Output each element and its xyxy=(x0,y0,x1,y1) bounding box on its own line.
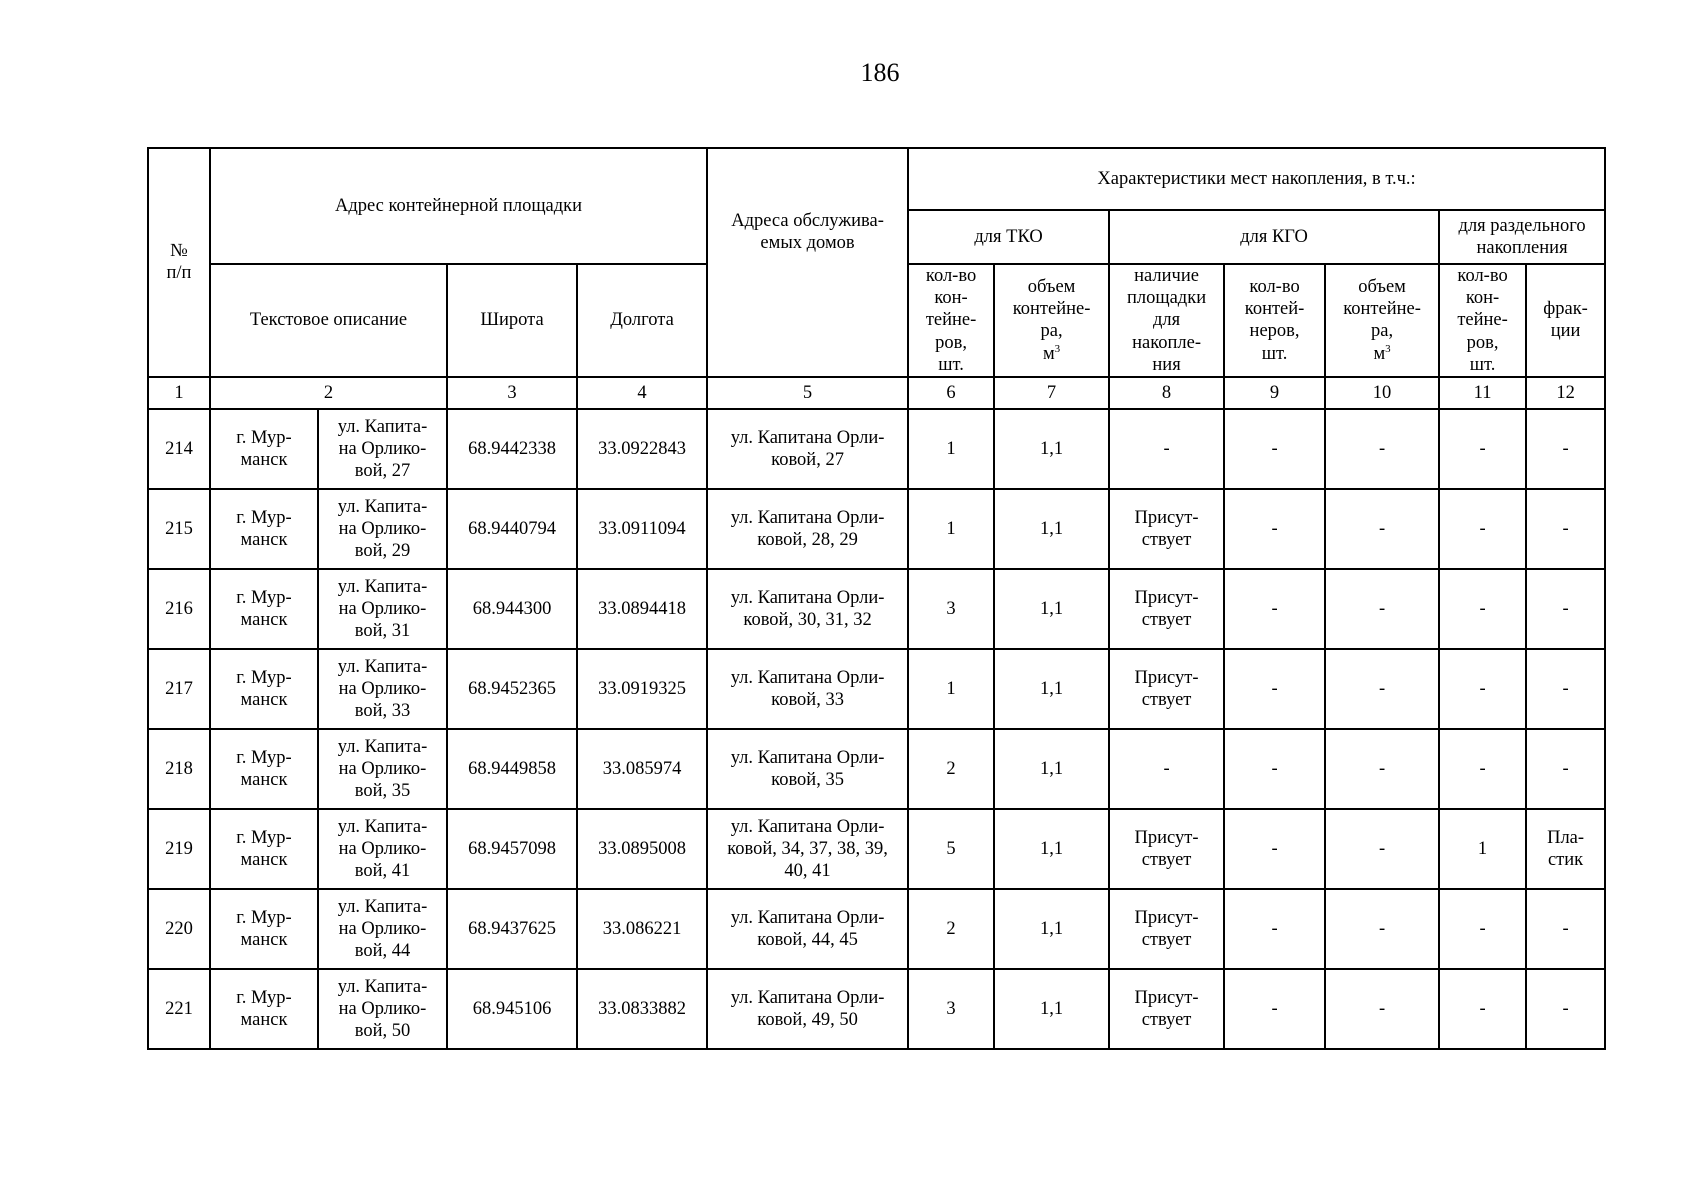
cell-houses: ул. Капитана Орли- ковой, 30, 31, 32 xyxy=(707,569,908,649)
column-number: 10 xyxy=(1325,377,1439,409)
cell-kgo-volume: - xyxy=(1325,969,1439,1049)
cell-separate-fraction: Пла- стик xyxy=(1526,809,1605,889)
cell-tko-volume: 1,1 xyxy=(994,569,1109,649)
cell-num: 214 xyxy=(148,409,210,489)
cell-num: 217 xyxy=(148,649,210,729)
table-row xyxy=(148,649,1605,729)
cell-kgo-volume: - xyxy=(1325,409,1439,489)
cell-longitude: 33.085974 xyxy=(577,729,707,809)
header-tko-volume-label: объем контейне- ра, м xyxy=(1012,277,1091,364)
cell-separate-count: - xyxy=(1439,569,1526,649)
cell-houses: ул. Капитана Орли- ковой, 28, 29 xyxy=(707,489,908,569)
table-row xyxy=(148,569,1605,649)
column-number: 12 xyxy=(1526,377,1605,409)
cell-latitude: 68.944300 xyxy=(447,569,577,649)
cell-street: ул. Капита- на Орлико- вой, 27 xyxy=(318,409,447,489)
header-num: № п/п xyxy=(148,148,210,377)
cell-city: г. Мур- манск xyxy=(210,729,318,809)
cell-num: 221 xyxy=(148,969,210,1049)
header-separate-count: кол-во кон- тейне- ров, шт. xyxy=(1439,264,1526,377)
cell-num: 216 xyxy=(148,569,210,649)
cell-latitude: 68.9449858 xyxy=(447,729,577,809)
cell-kgo-volume: - xyxy=(1325,809,1439,889)
header-tko: для ТКО xyxy=(908,210,1109,264)
column-number: 4 xyxy=(577,377,707,409)
cell-num: 218 xyxy=(148,729,210,809)
header-houses: Адреса обслужива- емых домов xyxy=(707,148,908,377)
container-sites-table xyxy=(147,147,1606,1050)
cell-street: ул. Капита- на Орлико- вой, 35 xyxy=(318,729,447,809)
column-number: 11 xyxy=(1439,377,1526,409)
header-kgo-volume xyxy=(1325,264,1439,377)
header-kgo: для КГО xyxy=(1109,210,1439,264)
header-tko-volume xyxy=(994,264,1109,377)
cell-kgo-volume: - xyxy=(1325,489,1439,569)
table-header xyxy=(148,148,1605,409)
cell-kgo-count: - xyxy=(1224,889,1325,969)
cell-longitude: 33.0922843 xyxy=(577,409,707,489)
header-text-description: Текстовое описание xyxy=(210,264,447,377)
cell-city: г. Мур- манск xyxy=(210,569,318,649)
table-body xyxy=(148,409,1605,1049)
cell-houses: ул. Капитана Орли- ковой, 35 xyxy=(707,729,908,809)
column-number: 1 xyxy=(148,377,210,409)
column-number: 8 xyxy=(1109,377,1224,409)
cell-houses: ул. Капитана Орли- ковой, 34, 37, 38, 39, 40, 41 xyxy=(707,809,908,889)
cell-kgo-site: Присут- ствует xyxy=(1109,569,1224,649)
cell-latitude: 68.9452365 xyxy=(447,649,577,729)
cell-tko-volume: 1,1 xyxy=(994,969,1109,1049)
cell-separate-count: - xyxy=(1439,889,1526,969)
table-row xyxy=(148,409,1605,489)
cell-separate-fraction: - xyxy=(1526,649,1605,729)
cell-latitude: 68.945106 xyxy=(447,969,577,1049)
cell-kgo-site: - xyxy=(1109,729,1224,809)
cell-kgo-volume: - xyxy=(1325,569,1439,649)
table-row xyxy=(148,889,1605,969)
cell-separate-fraction: - xyxy=(1526,409,1605,489)
table-row xyxy=(148,729,1605,809)
cell-kgo-site: Присут- ствует xyxy=(1109,809,1224,889)
cell-tko-volume: 1,1 xyxy=(994,649,1109,729)
cell-tko-volume: 1,1 xyxy=(994,489,1109,569)
cell-separate-count: - xyxy=(1439,969,1526,1049)
header-separate-fraction: фрак- ции xyxy=(1526,264,1605,377)
header-kgo-site: наличие площадки для накопле- ния xyxy=(1109,264,1224,377)
cell-kgo-count: - xyxy=(1224,649,1325,729)
cell-tko-volume: 1,1 xyxy=(994,729,1109,809)
cell-street: ул. Капита- на Орлико- вой, 31 xyxy=(318,569,447,649)
cell-kgo-site: - xyxy=(1109,409,1224,489)
cube-superscript: 3 xyxy=(1385,342,1391,355)
cell-street: ул. Капита- на Орлико- вой, 44 xyxy=(318,889,447,969)
cell-street: ул. Капита- на Орлико- вой, 50 xyxy=(318,969,447,1049)
cell-latitude: 68.9442338 xyxy=(447,409,577,489)
header-tko-count: кол-во кон- тейне- ров, шт. xyxy=(908,264,994,377)
column-number: 5 xyxy=(707,377,908,409)
cell-city: г. Мур- манск xyxy=(210,809,318,889)
cell-street: ул. Капита- на Орлико- вой, 33 xyxy=(318,649,447,729)
cell-latitude: 68.9457098 xyxy=(447,809,577,889)
cell-street: ул. Капита- на Орлико- вой, 29 xyxy=(318,489,447,569)
cell-separate-fraction: - xyxy=(1526,729,1605,809)
cell-tko-count: 2 xyxy=(908,889,994,969)
cell-separate-fraction: - xyxy=(1526,969,1605,1049)
cell-kgo-count: - xyxy=(1224,729,1325,809)
cell-num: 219 xyxy=(148,809,210,889)
cell-longitude: 33.0894418 xyxy=(577,569,707,649)
cell-num: 220 xyxy=(148,889,210,969)
header-kgo-volume-label: объем контейне- ра, м xyxy=(1343,277,1421,364)
cell-tko-count: 1 xyxy=(908,649,994,729)
cell-longitude: 33.086221 xyxy=(577,889,707,969)
column-number: 6 xyxy=(908,377,994,409)
cell-kgo-volume: - xyxy=(1325,649,1439,729)
column-number: 2 xyxy=(210,377,447,409)
cell-kgo-count: - xyxy=(1224,569,1325,649)
cell-houses: ул. Капитана Орли- ковой, 33 xyxy=(707,649,908,729)
table-row xyxy=(148,489,1605,569)
cell-houses: ул. Капитана Орли- ковой, 49, 50 xyxy=(707,969,908,1049)
column-number: 3 xyxy=(447,377,577,409)
cell-separate-fraction: - xyxy=(1526,889,1605,969)
cell-tko-volume: 1,1 xyxy=(994,409,1109,489)
cell-latitude: 68.9437625 xyxy=(447,889,577,969)
cell-city: г. Мур- манск xyxy=(210,649,318,729)
cell-kgo-volume: - xyxy=(1325,889,1439,969)
cell-city: г. Мур- манск xyxy=(210,489,318,569)
column-number-row xyxy=(148,377,1605,409)
cell-longitude: 33.0919325 xyxy=(577,649,707,729)
cell-kgo-count: - xyxy=(1224,809,1325,889)
cell-separate-fraction: - xyxy=(1526,489,1605,569)
cell-street: ул. Капита- на Орлико- вой, 41 xyxy=(318,809,447,889)
header-address-group: Адрес контейнерной площадки xyxy=(210,148,707,264)
cell-kgo-site: Присут- ствует xyxy=(1109,649,1224,729)
column-number: 7 xyxy=(994,377,1109,409)
cube-superscript: 3 xyxy=(1054,342,1061,355)
cell-tko-count: 1 xyxy=(908,489,994,569)
page-number: 186 xyxy=(860,58,900,87)
cell-city: г. Мур- манск xyxy=(210,969,318,1049)
cell-separate-count: - xyxy=(1439,409,1526,489)
cell-separate-fraction: - xyxy=(1526,569,1605,649)
cell-kgo-site: Присут- ствует xyxy=(1109,489,1224,569)
cell-separate-count: 1 xyxy=(1439,809,1526,889)
header-longitude: Долгота xyxy=(577,264,707,377)
cell-tko-volume: 1,1 xyxy=(994,889,1109,969)
header-separate: для раздельного накопления xyxy=(1439,210,1605,264)
cell-kgo-count: - xyxy=(1224,489,1325,569)
cell-houses: ул. Капитана Орли- ковой, 44, 45 xyxy=(707,889,908,969)
cell-separate-count: - xyxy=(1439,649,1526,729)
header-kgo-count: кол-во контей- неров, шт. xyxy=(1224,264,1325,377)
table-row xyxy=(148,809,1605,889)
cell-longitude: 33.0833882 xyxy=(577,969,707,1049)
column-number: 9 xyxy=(1224,377,1325,409)
cell-latitude: 68.9440794 xyxy=(447,489,577,569)
cell-kgo-site: Присут- ствует xyxy=(1109,889,1224,969)
cell-kgo-count: - xyxy=(1224,409,1325,489)
cell-tko-volume: 1,1 xyxy=(994,809,1109,889)
cell-tko-count: 3 xyxy=(908,569,994,649)
cell-city: г. Мур- манск xyxy=(210,409,318,489)
cell-kgo-volume: - xyxy=(1325,729,1439,809)
cell-kgo-count: - xyxy=(1224,969,1325,1049)
cell-houses: ул. Капитана Орли- ковой, 27 xyxy=(707,409,908,489)
cell-city: г. Мур- манск xyxy=(210,889,318,969)
cell-separate-count: - xyxy=(1439,729,1526,809)
cell-tko-count: 2 xyxy=(908,729,994,809)
header-characteristics: Характеристики мест накопления, в т.ч.: xyxy=(908,148,1605,210)
cell-tko-count: 5 xyxy=(908,809,994,889)
cell-longitude: 33.0895008 xyxy=(577,809,707,889)
cell-kgo-site: Присут- ствует xyxy=(1109,969,1224,1049)
cell-tko-count: 1 xyxy=(908,409,994,489)
cell-separate-count: - xyxy=(1439,489,1526,569)
table-row xyxy=(148,969,1605,1049)
header-latitude: Широта xyxy=(447,264,577,377)
cell-tko-count: 3 xyxy=(908,969,994,1049)
cell-longitude: 33.0911094 xyxy=(577,489,707,569)
cell-num: 215 xyxy=(148,489,210,569)
